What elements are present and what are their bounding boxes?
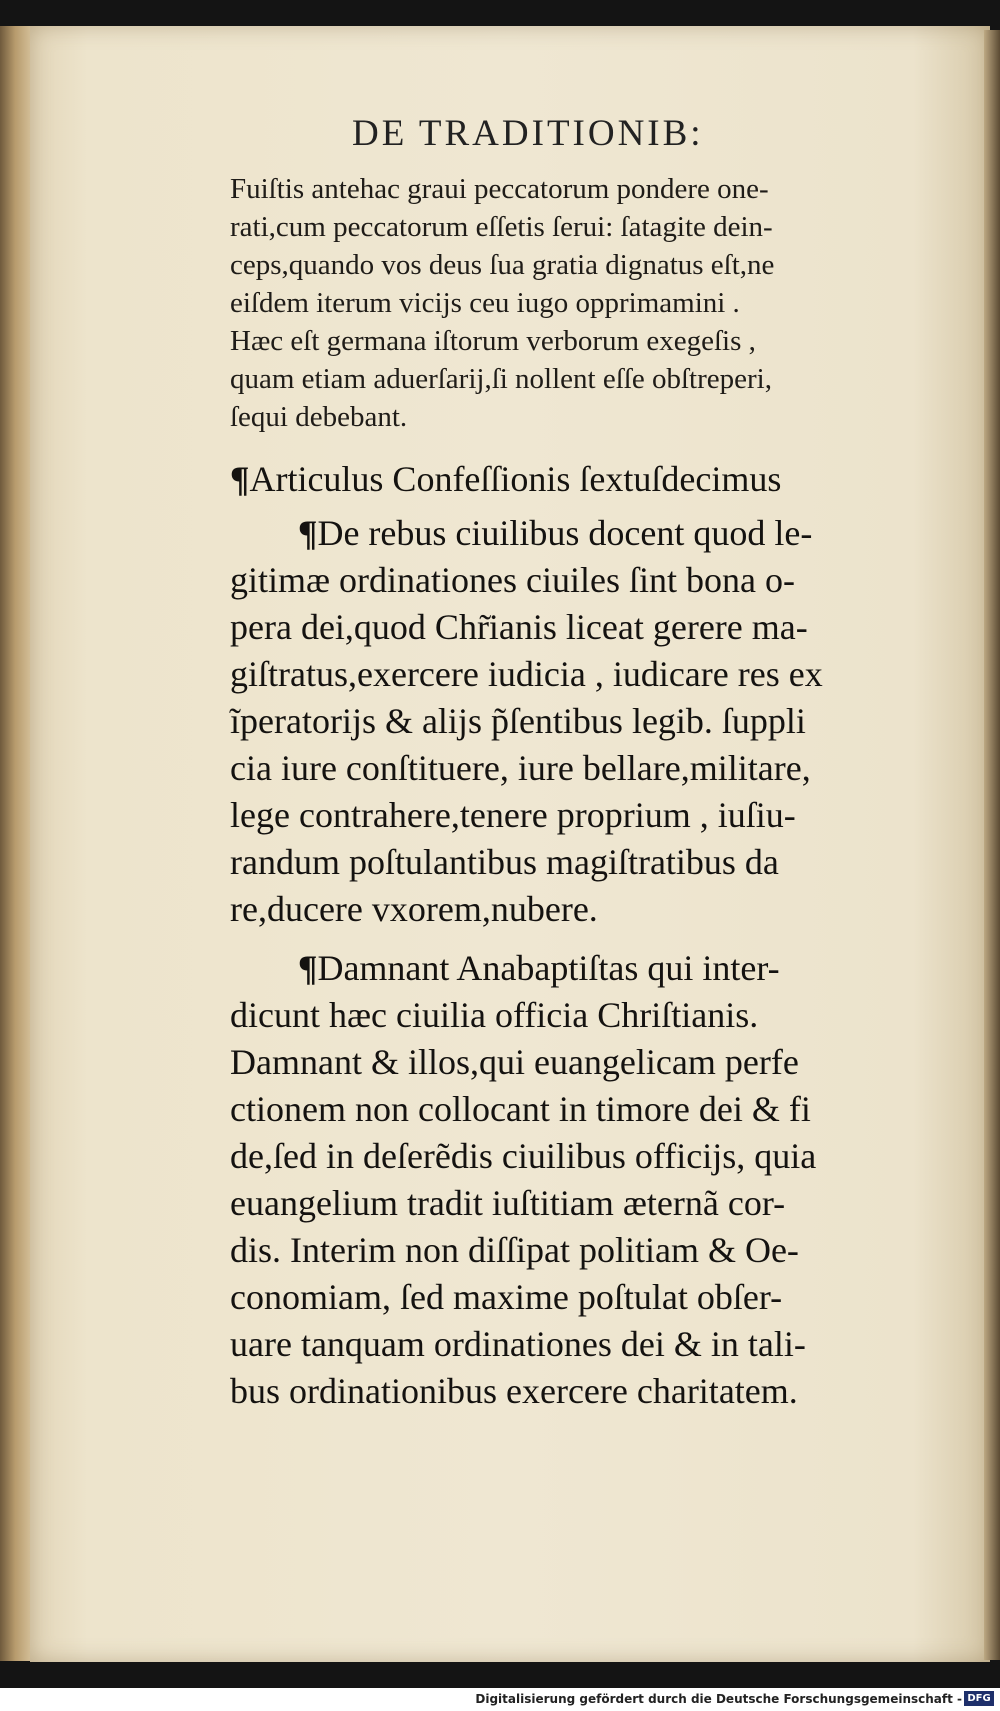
text-line: bus ordinationibus exercere charitatem. bbox=[230, 1371, 798, 1411]
pilcrow-icon: ¶ bbox=[298, 513, 318, 553]
text-line: ſequi debebant. bbox=[230, 401, 408, 433]
dfg-logo: DFG bbox=[964, 1691, 994, 1706]
text-line: quam etiam aduerſarij,ſi nollent eſſe obſtreperi, bbox=[230, 363, 772, 395]
text-line: gitimæ ordinationes ciuiles ſint bona o- bbox=[230, 560, 795, 600]
paragraph-anabaptists bbox=[230, 945, 930, 1415]
text-line: pera dei,quod Chr̃ianis liceat gerere ma- bbox=[230, 607, 808, 647]
text-line: re,ducere vxorem,nubere. bbox=[230, 889, 598, 929]
text-line: de,ſed in deſerẽdis ciuilibus officijs, quia bbox=[230, 1136, 817, 1176]
text-line: ¶De rebus ciuilibus docent quod le- bbox=[298, 513, 813, 553]
running-head: DE TRADITIONIB: bbox=[352, 113, 704, 154]
footer-credit: Digitalisierung gefördert durch die Deutsche Forschungsgemeinschaft - bbox=[475, 1692, 962, 1706]
text-line: uare tanquam ordinationes dei & in tali- bbox=[230, 1324, 806, 1364]
text-line: randum poſtulantibus magiſtratibus da bbox=[230, 842, 779, 882]
text-line: eiſdem iterum vicijs ceu iugo opprimamini . bbox=[230, 287, 740, 319]
text-line: Damnant & illos,qui euangelicam perfe bbox=[230, 1042, 799, 1082]
text-line: ĩperatorijs & alijs p̃ſentibus legib. ſuppli bbox=[230, 701, 806, 741]
text-line: euangelium tradit iuſtitiam æternã cor- bbox=[230, 1183, 786, 1223]
paragraph-small bbox=[230, 170, 930, 436]
article-heading bbox=[230, 458, 930, 500]
page-edge bbox=[984, 30, 1000, 1660]
text-line: conomiam, ſed maxime poſtulat obſer- bbox=[230, 1277, 783, 1317]
text-line: dis. Interim non diſſipat politiam & Oe- bbox=[230, 1230, 799, 1270]
text-line: Fuiſtis antehac graui peccatorum pondere one- bbox=[230, 173, 769, 205]
text-line: giſtratus,exercere iudicia , iudicare res ex bbox=[230, 654, 823, 694]
text-line: lege contrahere,tenere proprium , iuſiu- bbox=[230, 795, 796, 835]
text-line: rati,cum peccatorum eſſetis ſerui: ſatagite dein- bbox=[230, 211, 773, 243]
paragraph-civil-matters bbox=[230, 510, 930, 933]
pilcrow-icon: ¶ bbox=[230, 459, 250, 499]
article-heading-text: Articulus Confeſſionis ſextuſdecimus bbox=[249, 459, 782, 499]
text-line: ¶Damnant Anabaptiſtas qui inter- bbox=[298, 948, 780, 988]
text-line: Hæc eſt germana iſtorum verborum exegeſis , bbox=[230, 325, 756, 357]
text-line: ctionem non collocant in timore dei & fi bbox=[230, 1089, 811, 1129]
text-line: dicunt hæc ciuilia officia Chriſtianis. bbox=[230, 995, 759, 1035]
pilcrow-icon: ¶ bbox=[298, 948, 318, 988]
text-line: ceps,quando vos deus ſua gratia dignatus eſt,ne bbox=[230, 249, 775, 281]
text-line: cia iure conſtituere, iure bellare,militare, bbox=[230, 748, 811, 788]
